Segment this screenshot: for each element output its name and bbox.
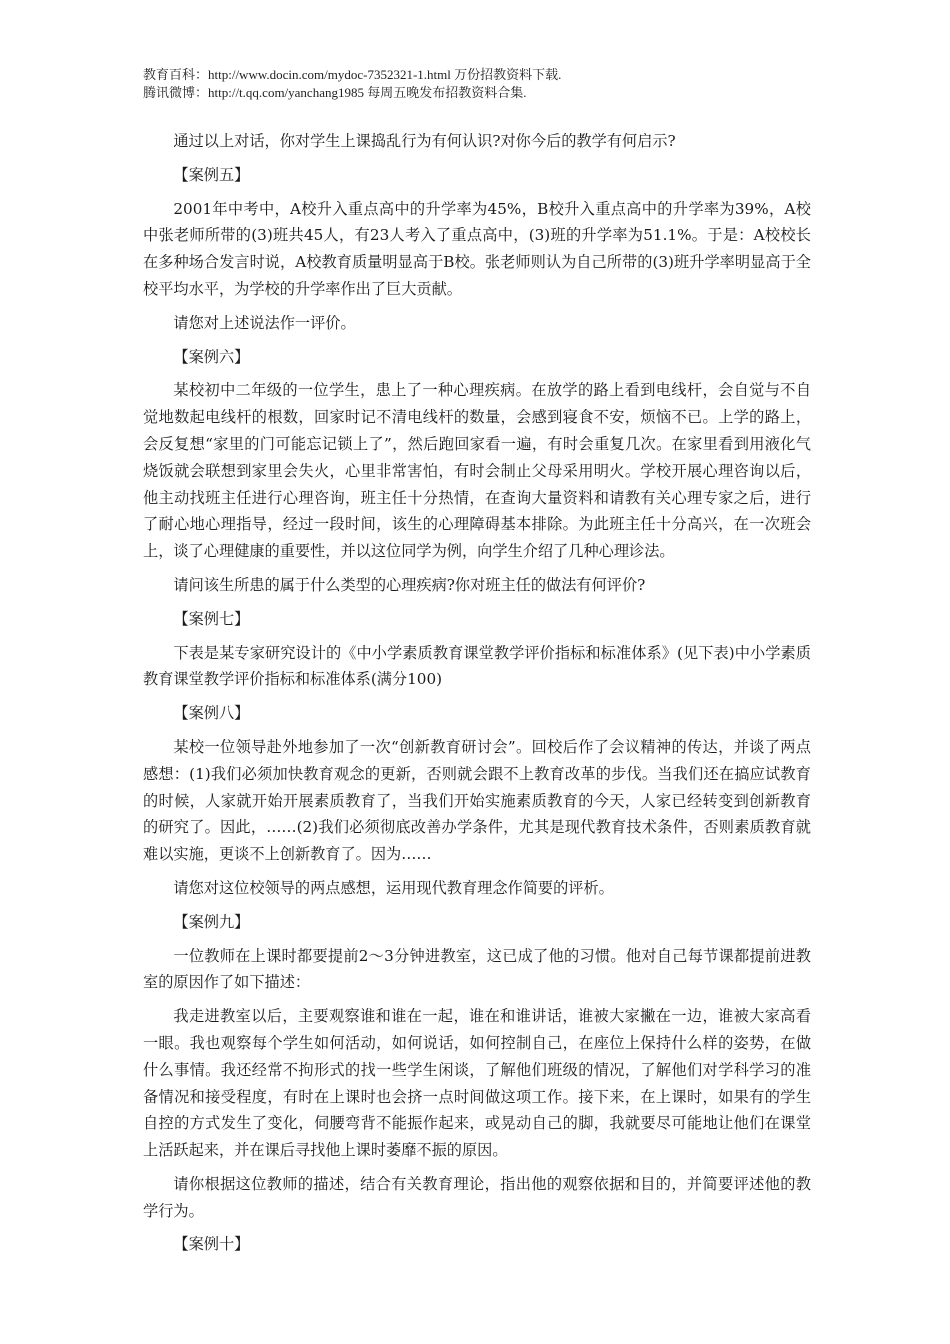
question-paragraph: 请您对上述说法作一评价。 bbox=[173, 313, 356, 332]
question-paragraph: 请你根据这位教师的描述，结合有关教育理论，指出他的观察依据和目的，并简要评述他的教学行为。 bbox=[143, 1174, 811, 1220]
case-heading: 【案例九】 bbox=[173, 912, 250, 931]
case-paragraph: 某校初中二年级的一位学生，患上了一种心理疾病。在放学的路上看到电线杆，会自觉与不自觉地数起电线杆的根数，回家时记不清电线杆的数量，会感到寝食不安，烦恼不已。上学的路上，会反复想“家里的门可能忘记锁上了”，然后跑回家看一遍，有时会重复几次。在家里看到用液化气烧饭就会联想到家里会失火，心里非常害怕，有时会制止父母采用明火。学校开展心理咨询以后，他主动找班主任进行心理咨询，班主任十分热情，在查询大量资料和请教有关心理专家之后，进行了耐心地心理指导，经过一段时间，该生的心理障碍基本排除。为此班主任十分高兴，在一次班会上，谈了心理健康的重要性，并以这位同学为例，向学生介绍了几种心理诊法。 bbox=[143, 381, 811, 561]
case-paragraph: 我走进教室以后，主要观察谁和谁在一起，谁在和谁讲话，谁被大家撇在一边，谁被大家高看一眼。我也观察每个学生如何活动，如何说话，如何控制自己，在座位上保持什么样的姿势，在做什么事情。我还经常不拘形式的找一些学生闲谈，了解他们班级的情况，了解他们对学科学习的准备情况和接受程度，有时在上课时也会挤一点时间做这项工作。接下来，在上课时，如果有的学生自控的方式发生了变化，伺腰弯背不能振作起来，或晃动自己的脚，我就要尽可能地让他们在课堂上活跃起来，并在课后寻找他上课时萎靡不振的原因。 bbox=[143, 1007, 811, 1160]
case-paragraph: 2001年中考中，A校升入重点高中的升学率为45%，B校升入重点高中的升学率为39%，A校中张老师所带的(3)班共45人，有23人考入了重点高中，(3)班的升学率为51.1%。于是：A校校长在多种场合发言时说，A校教育质量明显高于B校。张老师则认为自己所带的(3)班升学率明显高于全校平均水平，为学校的升学率作出了巨大贡献。 bbox=[143, 199, 811, 298]
header-docin-line: 教育百科：http://www.docin.com/mydoc-7352321-1.html 万份招教资料下载. bbox=[143, 67, 562, 82]
document-body bbox=[143, 128, 811, 1265]
case-paragraph: 一位教师在上课时都要提前2～3分钟进教室，这已成了他的习惯。他对自己每节课都提前进教室的原因作了如下描述： bbox=[143, 946, 811, 992]
page-header bbox=[143, 66, 823, 102]
case-heading: 【案例十】 bbox=[173, 1235, 250, 1254]
case-paragraph: 下表是某专家研究设计的《中小学素质教育课堂教学评价指标和标准体系》(见下表)中小学素质教育课堂教学评价指标和标准体系(满分100) bbox=[143, 643, 811, 689]
question-paragraph: 请问该生所患的属于什么类型的心理疾病?你对班主任的做法有何评价? bbox=[173, 575, 646, 594]
case-heading: 【案例六】 bbox=[173, 347, 250, 366]
question-paragraph: 通过以上对话，你对学生上课捣乱行为有何认识?对你今后的教学有何启示? bbox=[173, 132, 676, 150]
case-heading: 【案例五】 bbox=[173, 165, 250, 184]
question-paragraph: 请您对这位校领导的两点感想，运用现代教育理念作简要的评析。 bbox=[173, 878, 614, 897]
case-heading: 【案例七】 bbox=[173, 609, 250, 628]
header-weibo-line: 腾讯微博：http://t.qq.com/yanchang1985 每周五晚发布招教资料合集. bbox=[143, 85, 527, 100]
case-paragraph: 某校一位领导赴外地参加了一次“创新教育研讨会”。回校后作了会议精神的传达，并谈了两点感想：(1)我们必须加快教育观念的更新，否则就会跟不上教育改革的步伐。当我们还在搞应试教育的时候，人家就开始开展素质教育了，当我们开始实施素质教育的今天，人家已经转变到创新教育的研究了。因此，……(2)我们必须彻底改善办学条件，尤其是现代教育技术条件，否则素质教育就难以实施，更谈不上创新教育了。因为…… bbox=[143, 737, 811, 864]
case-heading: 【案例八】 bbox=[173, 704, 250, 723]
